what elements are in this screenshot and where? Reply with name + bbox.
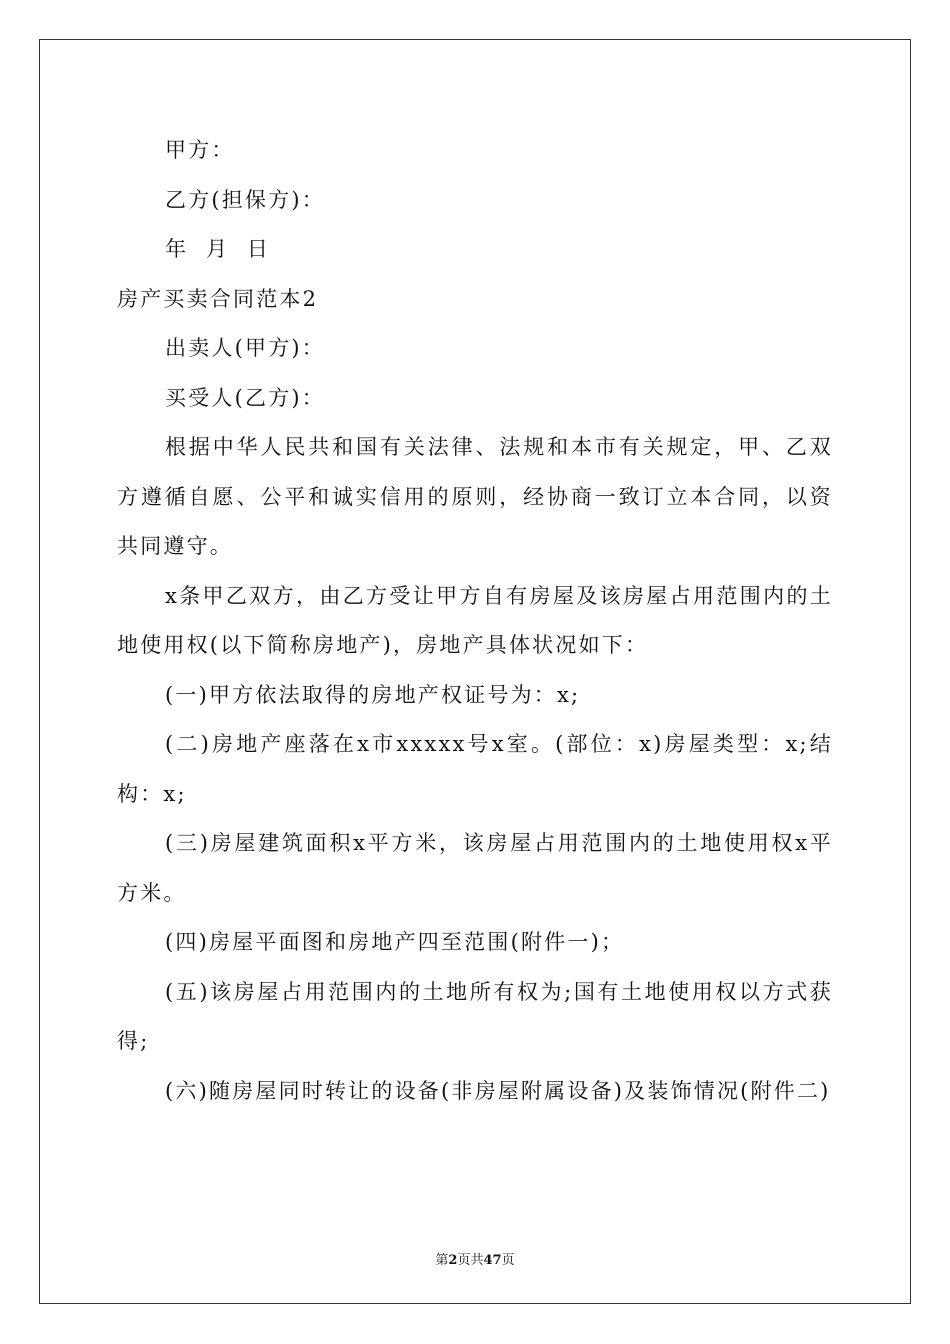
section-title: 房产买卖合同范本2 <box>117 286 319 311</box>
item-3-paragraph: (三)房屋建筑面积x平方米，该房屋占用范围内的土地使用权x平方米。 <box>117 831 833 905</box>
document-body <box>117 126 833 1116</box>
total-suffix: 页 <box>501 1253 515 1268</box>
seller-line: 出卖人(甲方)： <box>165 336 325 360</box>
page-prefix: 第 <box>435 1253 449 1268</box>
page-suffix: 页 <box>457 1253 471 1268</box>
date-line: 年 月 日 <box>165 237 271 261</box>
total-prefix: 共 <box>470 1253 484 1268</box>
party-a-line: 甲方： <box>165 138 235 162</box>
item-5-paragraph: (五)该房屋占用范围内的土地所有权为;国有土地使用权以方式获得; <box>117 979 833 1053</box>
total-pages: 47 <box>483 1253 502 1268</box>
preamble-paragraph: 根据中华人民共和国有关法律、法规和本市有关规定，甲、乙双方遵循自愿、公平和诚实信用的原则，经协商一致订立本合同，以资共同遵守。 <box>117 435 833 558</box>
page-number: 2 <box>448 1253 458 1268</box>
party-b-guarantor-line: 乙方(担保方)： <box>165 187 325 212</box>
article-1-paragraph: x条甲乙双方，由乙方受让甲方自有房屋及该房屋占用范围内的土地使用权(以下简称房地产)，房地产具体状况如下： <box>117 583 833 657</box>
buyer-line: 买受人(乙方)： <box>165 385 325 410</box>
page-footer <box>0 1249 950 1268</box>
item-2-paragraph: (二)房地产座落在x市xxxxx号x室。(部位：x)房屋类型：x;结构：x; <box>117 732 833 806</box>
item-1-paragraph: (一)甲方依法取得的房地产权证号为：x; <box>165 682 581 707</box>
item-6-paragraph: (六)随房屋同时转让的设备(非房屋附属设备)及装饰情况(附件二) <box>165 1078 831 1103</box>
item-4-paragraph: (四)房屋平面图和房地产四至范围(附件一)； <box>165 930 625 954</box>
